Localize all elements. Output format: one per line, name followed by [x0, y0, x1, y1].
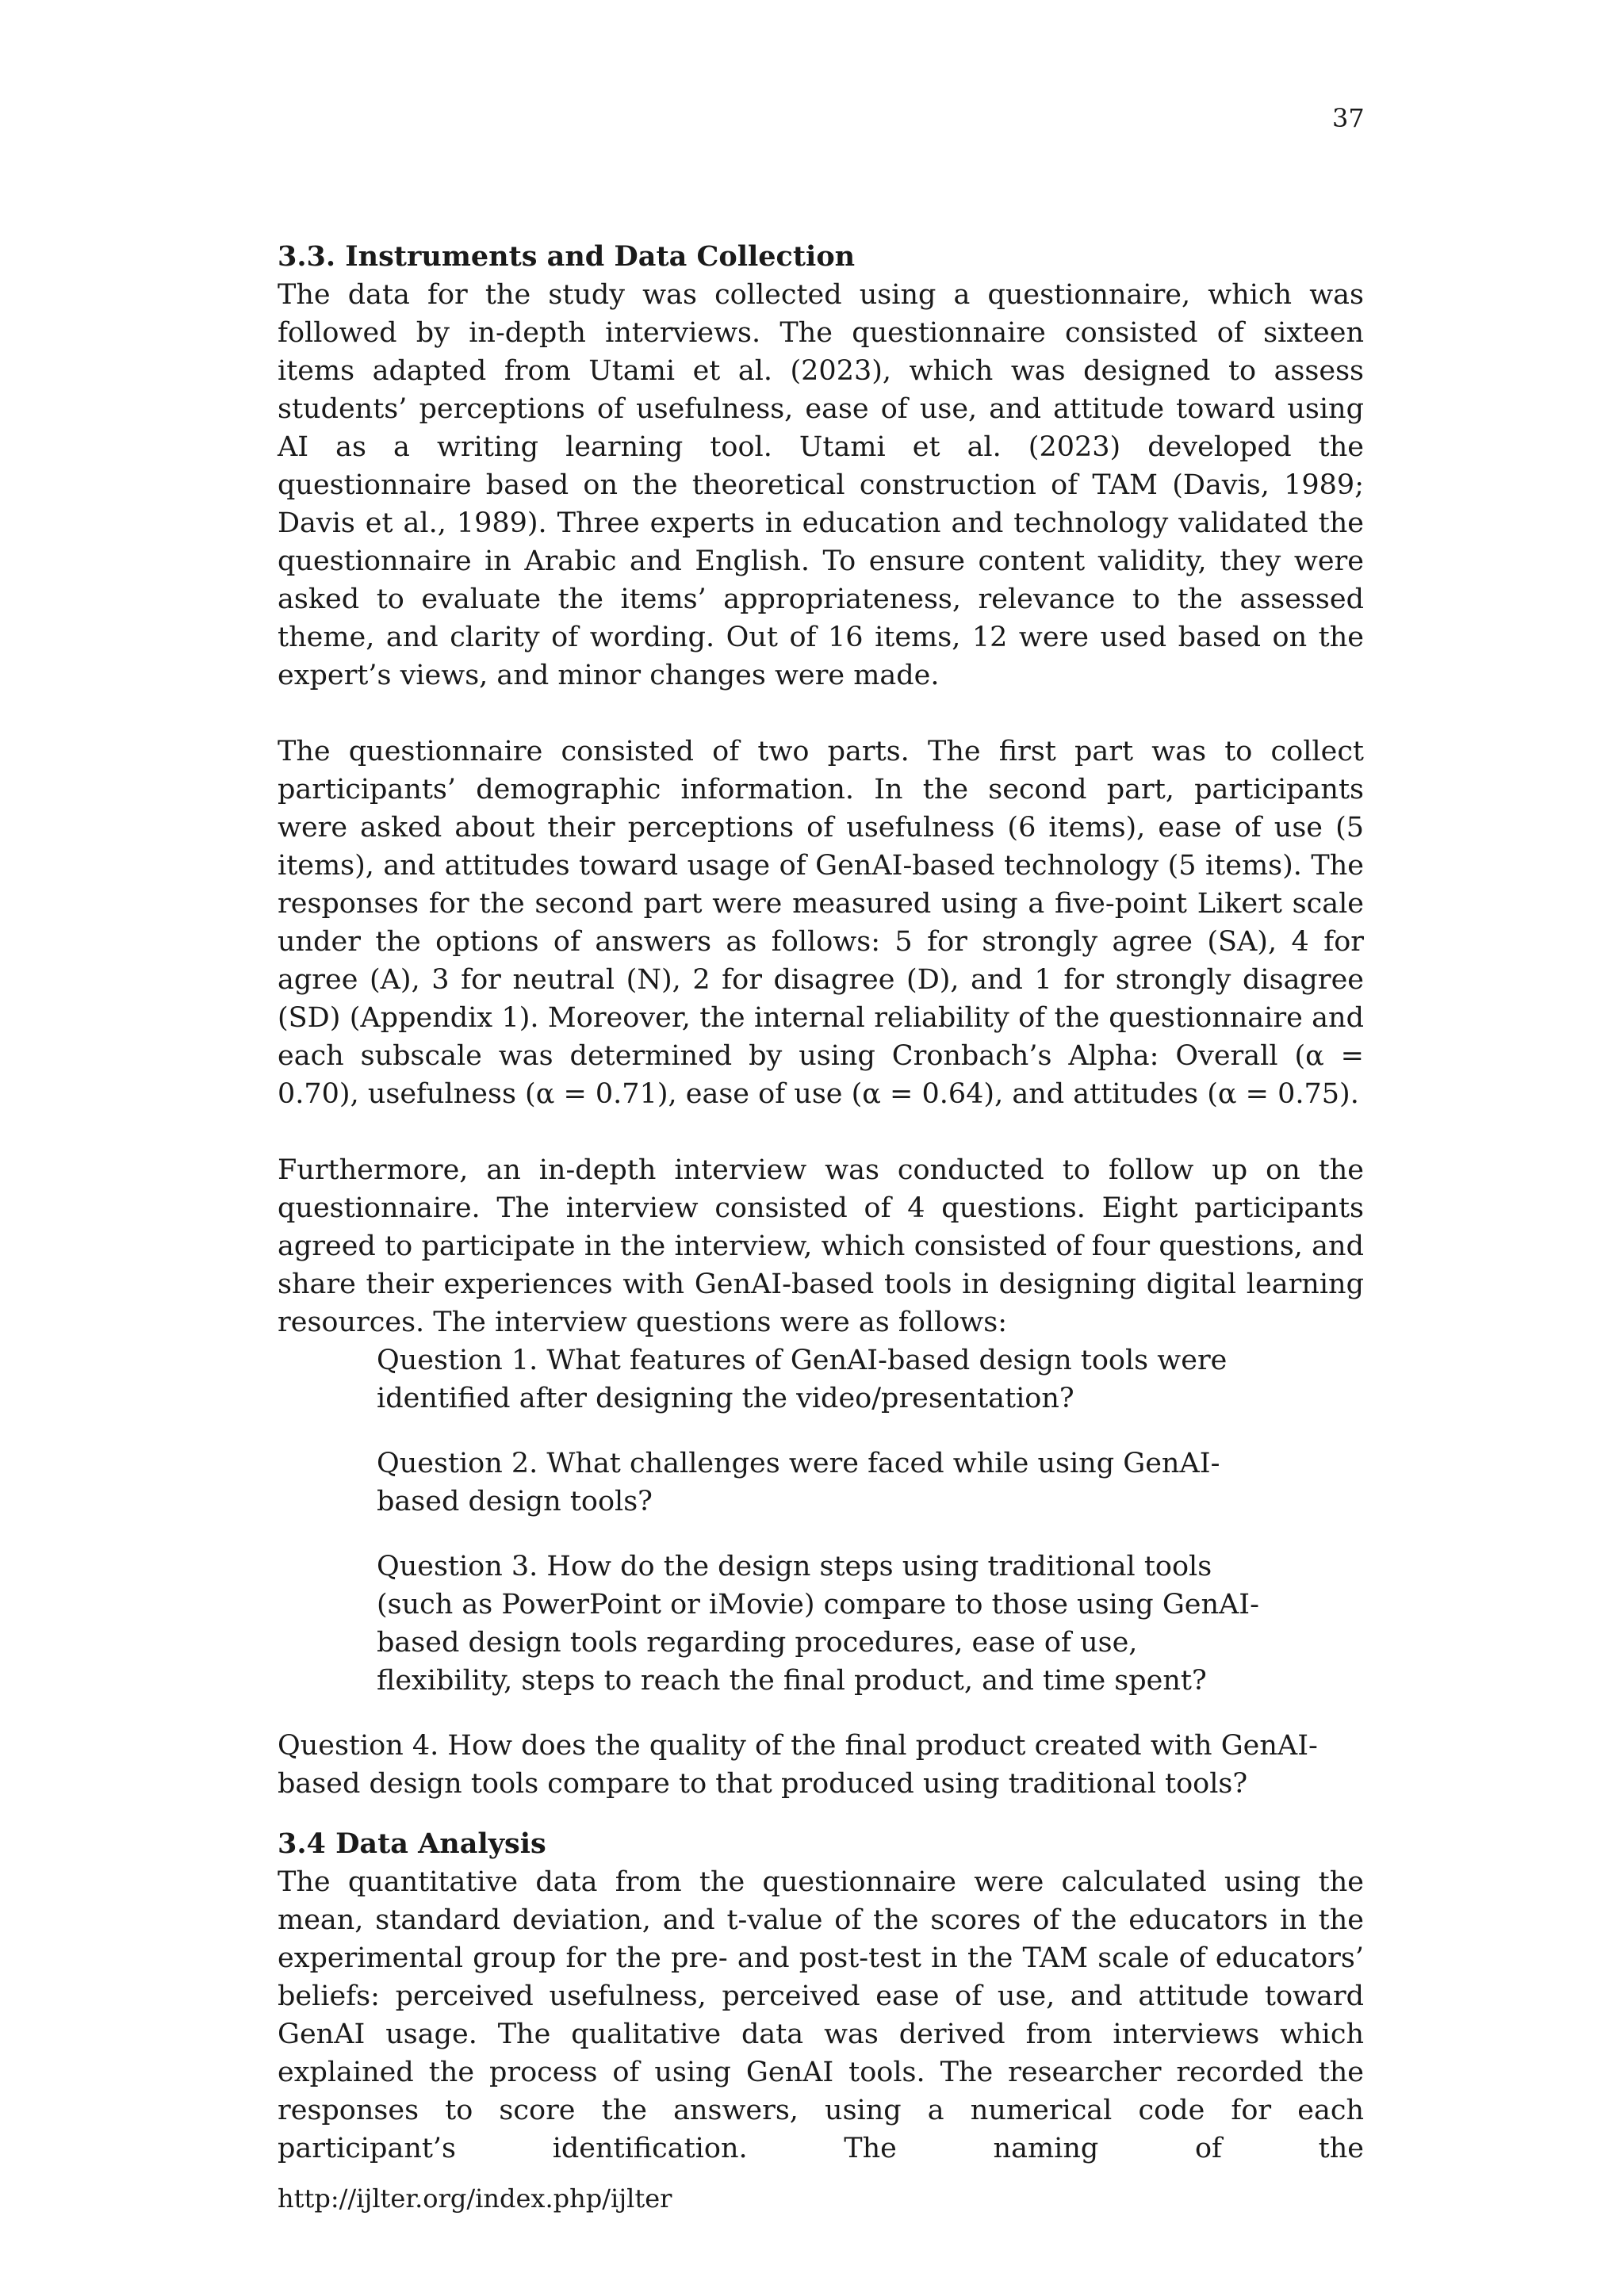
interview-question-3: Question 3. How do the design steps using traditional tools (such as PowerPoint or iMovie) compare to those using GenAI-based design tools regarding procedures, ease of use, flexibility, steps to reach the final product, and time spent?: [377, 1551, 1259, 1697]
interview-question-1: Question 1. What features of GenAI-based design tools were identified after designing the video/presentation?: [377, 1345, 1228, 1414]
paragraph-questionnaire-intro: The data for the study was collected using a questionnaire, which was followed by in-depth interviews. The questionnaire consisted of sixteen items adapted from Utami et al. (2023), which was designed to assess students’ perceptions of usefulness, ease of use, and attitude toward using AI as a writing learning tool. Utami et al. (2023) developed the questionnaire based on the theoretical construction of TAM (Davis, 1989; Davis et al., 1989). Three experts in education and technology validated the questionnaire in Arabic and English. To ensure content validity, they were asked to evaluate the items’ appropriateness, relevance to the assessed theme, and clarity of wording. Out of 16 items, 12 were used based on the expert’s views, and minor changes were made.: [278, 279, 1364, 691]
section-heading-data-analysis: 3.4 Data Analysis: [278, 1827, 546, 1860]
section-heading-instruments: 3.3. Instruments and Data Collection: [278, 240, 856, 273]
interview-question-4: Question 4. How does the quality of the final product created with GenAI-based design tools compare to that produced using traditional tools?: [278, 1730, 1318, 1800]
paragraph-questionnaire-parts: The questionnaire consisted of two parts. The first part was to collect participants’ demographic information. In the second part, participants were asked about their perceptions of usefulness (6 items), ease of use (5 items), and attitudes toward usage of GenAI-based technology (5 items). The responses for the second part were measured using a five-point Likert scale under the options of answers as follows: 5 for strongly agree (SA), 4 for agree (A), 3 for neutral (N), 2 for disagree (D), and 1 for strongly disagree (SD) (Appendix 1). Moreover, the internal reliability of the questionnaire and each subscale was determined by using Cronbach’s Alpha: Overall (α = 0.70), usefulness (α = 0.71), ease of use (α = 0.64), and attitudes (α = 0.75).: [278, 736, 1364, 1110]
interview-question-2: Question 2. What challenges were faced while using GenAI-based design tools?: [377, 1448, 1220, 1517]
page-content: [278, 238, 1364, 2168]
footer-url: http://ijlter.org/index.php/ijlter: [278, 2183, 672, 2214]
paragraph-data-analysis: The quantitative data from the questionnaire were calculated using the mean, standard deviation, and t-value of the scores of the educators in the experimental group for the pre- and post-test in the TAM scale of educators’ beliefs: perceived usefulness, perceived ease of use, and attitude toward GenAI usage. The qualitative data was derived from interviews which explained the process of using GenAI tools. The researcher recorded the responses to score the answers, using a numerical code for each participant’s identification. The naming of the: [278, 1866, 1364, 2164]
page-number: 37: [1332, 103, 1365, 133]
paragraph-interview: Furthermore, an in-depth interview was conducted to follow up on the questionnaire. The interview consisted of 4 questions. Eight participants agreed to participate in the interview, which consisted of four questions, and share their experiences with GenAI-based tools in designing digital learning resources. The interview questions were as follows:: [278, 1154, 1364, 1338]
